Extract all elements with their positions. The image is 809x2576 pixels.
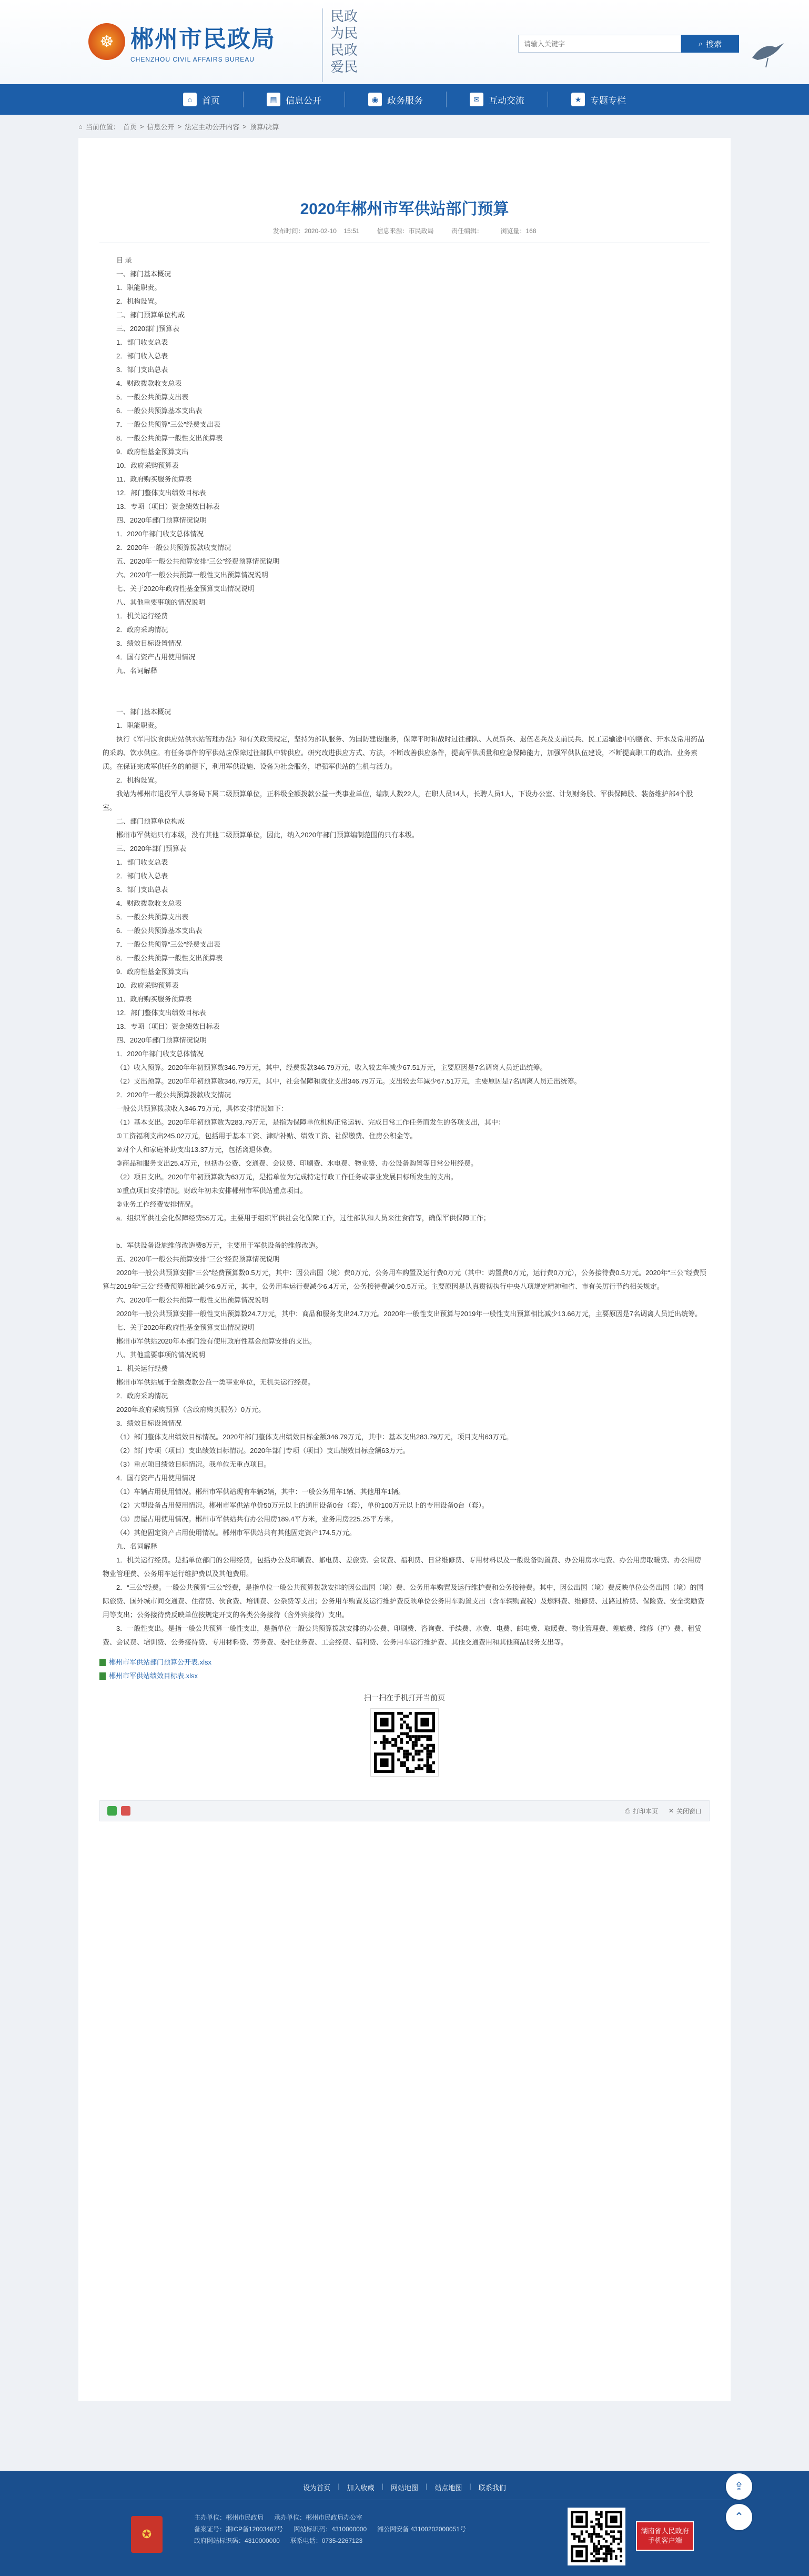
article-paragraph: 8．一般公共预算一般性支出预算表 [116,434,223,442]
article-paragraph: （2）支出预算。2020年年初预算数346.79万元，其中，社会保障和就业支出346.79万元。支出较去年减少67.51万元，主要原因是7名调离人员迁出统筹。 [116,1077,581,1085]
article-title: 2020年郴州市军供站部门预算 [300,201,509,218]
article-paragraph: 11．政府购买服务预算表 [116,995,192,1003]
article-paragraph: 1．部门收支总表 [116,338,168,346]
article-paragraph: 三、2020部门预算表 [116,325,179,333]
nav-label: 首页 [202,95,220,106]
article-paragraph: 2．部门收入总表 [116,352,168,360]
article-paragraph: 3．部门支出总表 [116,886,168,894]
article-paragraph: ①重点项目安排情况。财政年初未安排郴州市军供站重点项目。 [116,1187,307,1195]
article-paragraph: 12．部门整体支出绩效目标表 [116,1009,206,1017]
footer-link-station-map[interactable]: 站点地图 [434,2484,462,2492]
footer-link-sitemap[interactable]: 网站地图 [390,2484,418,2492]
article-paragraph: 五、2020年一般公共预算安排“三公”经费预算情况说明 [116,1255,280,1263]
logo-subtitle: CHENZHOU CIVIL AFFAIRS BUREAU [130,56,255,63]
blank-line [103,678,706,691]
article-paragraph: 目 录 [116,256,132,264]
attachment-name: 郴州市军供站部门预算公开表.xlsx [109,1658,212,1666]
publish-time: 发布时间：2020-02-10 15:51 [272,227,360,235]
search-input[interactable] [518,35,681,53]
nav-item-home[interactable] [167,84,236,115]
article-paragraph: 13．专项（项目）资金绩效目标表 [116,1023,220,1030]
article-paragraph: 2．政府采购情况 [116,626,168,634]
article-paragraph: 1．职能职责。 [116,284,161,292]
breadcrumb-prefix: 当前位置： [85,123,120,131]
qr-label: 扫一扫在手机打开当前页 [364,1693,445,1702]
excel-file-icon [99,1659,106,1666]
article-paragraph: 9．政府性基金预算支出 [116,448,189,456]
article-toolbar [99,1800,710,1821]
gov-app-badge[interactable] [636,2521,694,2551]
site-code: 网站标识码：4310000000 [294,2525,367,2533]
footer-links [0,2471,809,2492]
article-paragraph: 12．部门整体支出绩效目标表 [116,489,206,497]
back-to-top-icon[interactable]: ⌃ [726,2504,752,2530]
article-paragraph: 一、部门基本概况 [116,708,171,716]
article-paragraph: （1）车辆占用使用情况。郴州市军供站现有车辆2辆，其中：一般公务用车1辆、其他用车1辆。 [116,1488,405,1496]
article-paragraph: 3．部门支出总表 [116,366,168,374]
article-paragraph: 八、其他重要事项的情况说明 [116,1351,206,1359]
slogan [322,8,364,82]
article-paragraph: 8．一般公共预算一般性支出预算表 [116,954,223,962]
home-icon: ⌂ [183,93,197,106]
article-paragraph: 九、名词解释 [116,1542,158,1550]
article-paragraph: 三、2020年部门预算表 [116,845,186,853]
gov-site-code: 政府网站标识码：4310000000 [194,2537,280,2544]
site-footer [0,2471,809,2576]
article-paragraph: 八、其他重要事项的情况说明 [116,598,206,606]
article-paragraph: 2020年一般公共预算安排“三公”经费预算数0.5万元，其中：因公出国（境）费0万元，公务用车购置及运行费0万元（其中：购置费0万元，运行费0万元），公务接待费0.5万元。2020年“三公”经费预算与2019年“三公”经费预算相比减少6.9万元，其中，公务用车运行费减少6.4万元，公务接待费减少0.5万元。主要原因是认真贯彻执行中央八项规定精神和省、市有关厉行节约相关规定。 [103,1269,706,1290]
article-paragraph: 3．绩效目标设置情况 [116,1419,182,1427]
article-paragraph: 9．政府性基金预算支出 [116,968,189,976]
article-paragraph: 4．国有资产占用使用情况 [116,653,196,661]
footer-sep: | [426,2482,428,2490]
nav-item-service[interactable] [352,84,439,115]
search-button[interactable] [681,35,739,53]
nav-label: 政务服务 [387,95,423,106]
article-paragraph: 6．一般公共预算基本支出表 [116,407,203,415]
article-paragraph: 13．专项（项目）资金绩效目标表 [116,503,220,510]
qr-code [370,1708,439,1777]
article-paragraph: （2）项目支出。2020年年初预算数为63万元，是指单位为完成特定行政工作任务或事业发展目标所发生的支出。 [116,1173,458,1181]
search-bar [518,35,739,53]
nav-item-topic[interactable] [555,84,642,115]
article-paragraph: 3．绩效目标设置情况 [116,639,182,647]
article-paragraph: a．组织军供社会化保障经费55万元。主要用于组织军供社会化保障工作，过往部队和人员来往食宿等，确保军供保障工作； [116,1214,490,1222]
article-paragraph: 2020年政府采购预算（含政府购买服务）0万元。 [116,1406,266,1414]
floating-tools [726,2473,752,2530]
article-paragraph: 4．国有资产占用使用情况 [116,1474,196,1482]
article-paragraph: 九、名词解释 [116,667,158,675]
icp-record: 备案证号：湘ICP备12003467号 [194,2525,284,2533]
article-paragraph: （2）部门专项（项目）支出绩效目标情况。2020年部门专项（项目）支出绩效目标金额63万元。 [116,1447,410,1455]
nav-item-interaction[interactable] [454,84,540,115]
article-paragraph: 六、2020年一般公共预算一般性支出预算情况说明 [116,571,268,579]
article-paragraph: 2．机构设置。 [116,776,161,784]
article-paragraph: 四、2020年部门预算情况说明 [116,516,207,524]
close-label: 关闭窗口 [676,1807,702,1815]
share-tools [107,1806,130,1816]
breadcrumb-current[interactable]: 预算/决算 [249,123,279,131]
party-emblem-icon[interactable]: ✪ [131,2516,163,2553]
article-paragraph: （3）房屋占用使用情况。郴州市军供站共有办公用房189.4平方米，业务用房225.25平方米。 [116,1515,398,1523]
breadcrumb [78,115,731,138]
article-paragraph: 1．部门收支总表 [116,858,168,866]
article-paragraph: 六、2020年一般公共预算一般性支出预算情况说明 [116,1296,268,1304]
organizer: 承办单位：郴州市民政局办公室 [274,2514,363,2521]
article-paragraph: 1．机关运行经费 [116,1365,168,1372]
article-paragraph: （1）部门整体支出绩效目标情况。2020年部门整体支出绩效目标金额346.79万元，其中：基本支出283.79万元，项目支出63万元。 [116,1433,513,1441]
attachments [99,1656,710,1683]
article-paragraph: （3）重点项目绩效目标情况。我单位无重点项目。 [116,1460,271,1468]
article-paragraph: （1）收入预算。2020年年初预算数346.79万元，其中，经费拨款346.79万元，收入较去年减少67.51万元，主要原因是7名调离人员迁出统筹。 [116,1064,547,1071]
attachment-link[interactable] [99,1656,710,1669]
footer-link-favorite[interactable]: 加入收藏 [347,2484,375,2492]
article-paragraph: 一、部门基本概况 [116,270,171,278]
article-paragraph: b．军供设备设施维修改造费8万元，主要用于军供设备的维修改造。 [116,1241,322,1249]
article-paragraph: 郴州市军供站属于全额拨款公益一类事业单位，无机关运行经费。 [116,1378,315,1386]
article-paragraph: 1．2020年部门收支总体情况 [116,530,204,538]
article-paragraph: 1．机关运行经费 [116,612,168,620]
police-record: 湘公网安备 43100202000051号 [377,2525,466,2533]
article-paragraph: 2．政府采购情况 [116,1392,168,1400]
article-paragraph: ②对个人和家庭补助支出13.37万元，包括离退休费。 [116,1146,277,1154]
breadcrumb-sep: > [139,122,144,131]
footer-sep: | [381,2482,383,2490]
wechat-share-icon[interactable] [107,1806,117,1816]
article-paragraph: 郴州市军供站2020年本部门没有使用政府性基金预算安排的支出。 [116,1337,316,1345]
topic-icon: ★ [571,93,585,106]
sponsor: 主办单位：郴州市民政局 [194,2514,264,2521]
site-logo[interactable] [88,20,276,63]
article-paragraph: 6．一般公共预算基本支出表 [116,927,203,935]
article-paragraph: （2）大型设备占用使用情况。郴州市军供站单价50万元以上的通用设备0台（套），单价100万元以上的专用设备0台（套）。 [116,1501,489,1509]
article-paragraph: 1．机关运行经费。是指单位部门的公用经费，包括办公及印刷费、邮电费、差旅费、会议费、福利费、日常维修费、专用材料以及一般设备购置费、办公用房水电费、办公用房取暖费、办公用房物业管理费、公务用车运行维护费以及其他费用。 [103,1556,702,1578]
search-icon: ⌕ [698,39,703,48]
article-paragraph: 二、部门预算单位构成 [116,311,185,319]
article-paragraph: ②业务工作经费安排情况。 [116,1200,198,1208]
info-icon: ▤ [267,93,280,106]
breadcrumb-sep: > [177,122,182,131]
article-meta [99,226,710,235]
article-paragraph: 4．财政拨款收支总表 [116,899,182,907]
qr-section [99,1692,710,1779]
footer-sep: | [338,2482,340,2490]
blank-line [103,691,706,705]
print-button[interactable] [625,1807,658,1816]
article-paragraph: 11．政府购买服务预算表 [116,475,192,483]
excel-file-icon [99,1672,106,1680]
article-paragraph: ③商品和服务支出25.4万元，包括办公费、交通费、会议费、印刷费、水电费、物业费、办公设备购置等日常公用经费。 [116,1159,478,1167]
breadcrumb-home[interactable]: 首页 [123,123,137,131]
footer-info [194,2512,466,2547]
info-source: 信息来源：市民政局 [377,227,434,235]
footer-qr-code [568,2508,625,2565]
article-paragraph: 2．机构设置。 [116,297,161,305]
close-window-button[interactable] [669,1807,702,1816]
article-paragraph: 七、关于2020年政府性基金预算支出情况说明 [116,1324,255,1331]
nav-item-info[interactable] [251,84,337,115]
service-icon: ◉ [368,93,382,106]
nav-label: 信息公开 [286,95,321,106]
view-count: 浏览量：168 [500,227,537,235]
slogan-line: 民政爱民 [330,43,358,75]
attachment-name: 郴州市军供站绩效目标表.xlsx [109,1672,198,1680]
article-paragraph: ①工资福利支出245.02万元，包括用于基本工资、津贴补贴、绩效工资、社保缴费、住房公积金等。 [116,1132,417,1140]
article-paragraph: 我站为郴州市退役军人事务局下属二级预算单位，正科级全额拨款公益一类事业单位，编制人数22人，在职人员14人，长聘人员1人，下设办公室、计划财务股、军供保障股、装备维护部4个股室。 [103,790,693,811]
article-paragraph: 2020年一般公共预算安排一般性支出预算数24.7万元，其中：商品和服务支出24.7万元。2020年一般性支出预算与2019年一般性支出预算相比减少13.66万元，主要原因是7名调离人员迁出统筹。 [116,1310,702,1318]
gov-app-line: 湖南省人民政府 [641,2527,689,2535]
article-paragraph: 4．财政拨款收支总表 [116,379,182,387]
article-paragraph: 一般公共预算拨款收入346.79万元，具体安排情况如下： [116,1105,288,1112]
article-paragraph: （4）其他固定资产占用使用情况。郴州市军供站共有其他固定资产174.5万元。 [116,1529,356,1537]
article-paragraph: 5．一般公共预算支出表 [116,913,189,921]
logo-title: 郴州市民政局 [130,26,276,52]
search-button-label: 搜索 [706,39,722,49]
article-paragraph: 5．一般公共预算支出表 [116,393,189,401]
article-paragraph: 四、2020年部门预算情况说明 [116,1036,207,1044]
gov-app-line: 手机客户端 [648,2537,682,2544]
footer-sep: | [469,2482,471,2490]
article-paragraph: （1）基本支出。2020年年初预算数为283.79万元，是指为保障单位机构正常运转、完成日常工作任务而发生的各项支出，其中： [116,1118,505,1126]
nav-divider [446,92,447,107]
breadcrumb-info[interactable]: 信息公开 [147,123,175,131]
chat-icon: ✉ [470,93,483,106]
article-paragraph: 1．2020年部门收支总体情况 [116,1050,204,1058]
emblem-icon: ☸ [88,23,125,60]
editor: 责任编辑： [451,227,483,235]
article-paragraph: 七、关于2020年政府性基金预算支出情况说明 [116,585,255,593]
slogan-line: 民政为民 [330,9,358,42]
site-header [0,0,809,84]
footer-link-contact[interactable]: 联系我们 [478,2484,506,2492]
share-icon[interactable]: ⇪ [726,2473,752,2500]
location-icon: ⌂ [78,122,83,131]
nav-label: 专题专栏 [590,95,626,106]
article-paragraph: 五、2020年一般公共预算安排“三公”经费预算情况说明 [116,557,280,565]
article-paragraph: 2．2020年一般公共预算拨款收支情况 [116,544,231,552]
breadcrumb-sep: > [242,122,247,131]
close-icon: ✕ [668,1807,674,1815]
article-paragraph: 2．2020年一般公共预算拨款收支情况 [116,1091,231,1099]
article-paragraph: 3．一般性支出。是指一般公共预算一般性支出，是指单位一般公共预算拨款安排的办公费、印刷费、咨询费、手续费、水费、电费、邮电费、取暖费、物业管理费、差旅费、维修（护）费、租赁费、会议费、培训费、公务接待费、专用材料费、劳务费、委托业务费、工会经费、福利费、公务用车运行维护费、其他交通费用和其他商品服务支出等。 [103,1625,702,1646]
article-paragraph: 二、部门预算单位构成 [116,817,185,825]
crane-icon [747,37,789,68]
article-body [99,254,710,1649]
article-paragraph: 郴州市军供站只有本级，没有其他二级预算单位，因此，纳入2020年部门预算编制范围的只有本级。 [116,831,419,839]
print-icon: ⎙ [625,1807,630,1815]
article-container [78,138,731,2401]
footer-link-homepage[interactable]: 设为首页 [303,2484,331,2492]
nav-divider [243,92,244,107]
article-paragraph: 1．职能职责。 [116,721,161,729]
article-paragraph: 2．“三公”经费。一般公共预算“三公”经费，是指单位一般公共预算拨款安排的因公出国（境）费、公务用车购置及运行维护费和公务接待费。其中，因公出国（境）费反映单位公务出国（境）的国际旅费、国外城市间交通费、住宿费、伙食费、培训费、公杂费等支出；公务用车购置及运行维护费反映单位公务用车购置支出（含车辆购置税）及燃料费、维修费、过路过桥费、保险费、安全奖励费用等支出；公务接待费反映单位按规定开支的各类公务接待（含外宾接待）支出。 [103,1583,705,1619]
weibo-share-icon[interactable] [121,1806,130,1816]
print-label: 打印本页 [632,1807,658,1815]
article-paragraph: 10．政府采购预算表 [116,462,179,469]
contact-phone: 联系电话：0735-2267123 [290,2537,363,2544]
blank-line [103,1225,706,1239]
nav-label: 互动交流 [489,95,524,106]
article-paragraph: 执行《军用饮食供应站供水站管理办法》和有关政策规定，坚持为部队服务、为国防建设服务，保障平时和战时过往部队、人员新兵、退伍老兵及支前民兵、民工运输途中的膳食、开水及常用药品的采购、饮水供应。有任务事件的军供站应保障过往部队中转供应。研究改进供应方式、方法，不断改善供应条件，提高军供质量和应急保障能力，加强军供队伍建设，不断提高职工的政治、业务素质。在保证完成军供任务的前提下，利用军供设施、设备为社会服务，增强军供站的生机与活力。 [103,735,705,770]
article-paragraph: 7．一般公共预算“三公”经费支出表 [116,420,220,428]
article-paragraph: 7．一般公共预算“三公”经费支出表 [116,940,220,948]
article-paragraph: 2．部门收入总表 [116,872,168,880]
breadcrumb-active[interactable]: 法定主动公开内容 [185,123,240,131]
attachment-link[interactable] [99,1669,710,1683]
article-paragraph: 10．政府采购预算表 [116,981,179,989]
main-nav [0,84,809,115]
